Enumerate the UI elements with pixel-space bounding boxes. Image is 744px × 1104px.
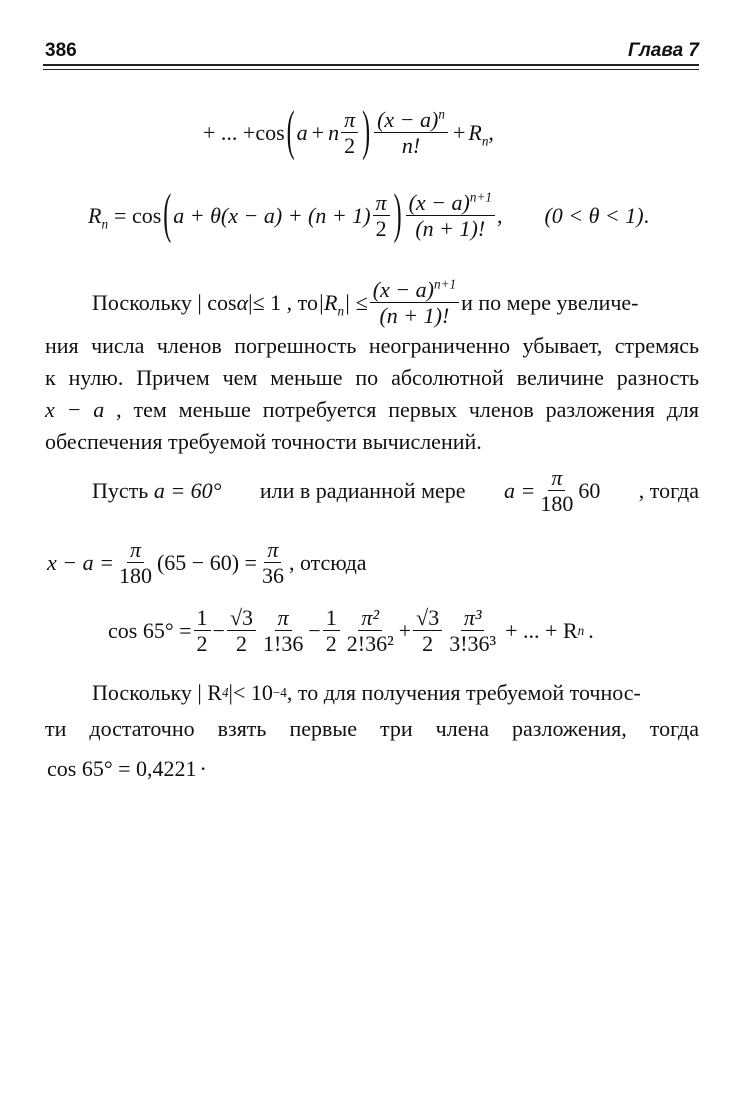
var-n: n — [328, 120, 340, 145]
remainder-argument: a + θ(x − a) + (n + 1) — [173, 203, 371, 228]
paren-open: ( — [286, 101, 295, 162]
remainder-symbol: $R_n$ — [468, 120, 489, 149]
formula-prefix: + ... +cos — [203, 120, 285, 145]
final-result: cos 65° = 0,4221 · — [47, 756, 207, 781]
formula-remainder — [88, 183, 649, 249]
period: . — [643, 203, 650, 228]
paragraph-1-line-3: к нулю. Причем чем меньше по абсолютной величине разность — [45, 365, 699, 390]
pi-over-180: $\frac{\pi}{180}$ — [540, 464, 574, 516]
paragraph-1-line-4: x − a , тем меньше потребуется первых членов разложения для — [45, 397, 699, 422]
pi-over-2: $\frac{\pi}{2}$ — [341, 108, 358, 158]
bound-fraction: $\frac{(x - a)^{n+1}}{(n + 1)!}$ — [370, 278, 459, 328]
formula-cos65-series: cos 65° = $\frac{1}{2}$ − $\frac{√3}{2}$ $\frac{\pi}{1!36}$ − $\frac{1}{2}$ $\frac{\text{π²}}{\text{2!36²}}$ + $\frac{√3}{2}$ $\frac{\text{π³}}{\text{3!36³}}$ + ... + R n . — [108, 604, 594, 656]
plus-sign: + — [311, 120, 325, 145]
formula-difference: x − a = $\frac{\pi}{180}$ (65 − 60) = $\frac{\pi}{36}$ , отсюда — [47, 536, 367, 588]
pi-over-36: $\frac{\pi}{36}$ — [261, 536, 284, 588]
paragraph-1-line-1: Поскольку | cos α |≤ 1 , то $|R_n|$ ≤ $\frac{(x - a)^{n+1}}{(n + 1)!}$ и по мере увеличе- — [92, 276, 639, 328]
equals-cos: = cos — [114, 203, 162, 228]
formula-taylor-term — [203, 100, 494, 166]
comma: , — [488, 120, 494, 145]
plus-sign-2: + — [452, 120, 466, 145]
paragraph-2: Пусть a = 60° или в радианной мере a = $\frac{\pi}{180}$ 60 , тогда — [92, 464, 699, 516]
comma: , — [496, 203, 503, 228]
var-a: a — [296, 120, 308, 145]
paren-close: ) — [393, 184, 402, 245]
pi-over-2: $\frac{\pi}{2}$ — [373, 191, 390, 241]
chapter-title: Глава 7 — [628, 40, 699, 61]
abs-remainder: $|R_n|$ ≤ — [317, 290, 368, 319]
remainder-symbol: $R_n$ — [88, 203, 109, 232]
paren-open: ( — [163, 184, 172, 245]
paren-close: ) — [362, 101, 371, 162]
pi-over-180: $\frac{\pi}{180}$ — [118, 536, 152, 588]
theta-condition: (0 < θ < 1) — [544, 203, 644, 228]
header-rule-top — [43, 64, 699, 66]
paragraph-3-line-1: Поскольку | R 4 |< 10 −4 , то для получения требуемой точнос- — [92, 680, 641, 705]
header-rule-bottom — [43, 69, 699, 70]
paragraph-3-line-2: ти достаточно взять первые три члена разложения, тогда — [45, 716, 699, 741]
page-number: 386 — [45, 40, 77, 61]
paragraph-1-line-5: обеспечения требуемой точности вычислений. — [45, 429, 482, 454]
term-fraction: $\frac{(x - a)^n}{n!}$ — [374, 108, 448, 158]
paragraph-1-line-2: ния числа членов погрешность неограниченно убывает, стремясь — [45, 333, 699, 358]
remainder-fraction: $\frac{(x - a)^{n+1}}{(n + 1)!}$ — [406, 191, 495, 241]
